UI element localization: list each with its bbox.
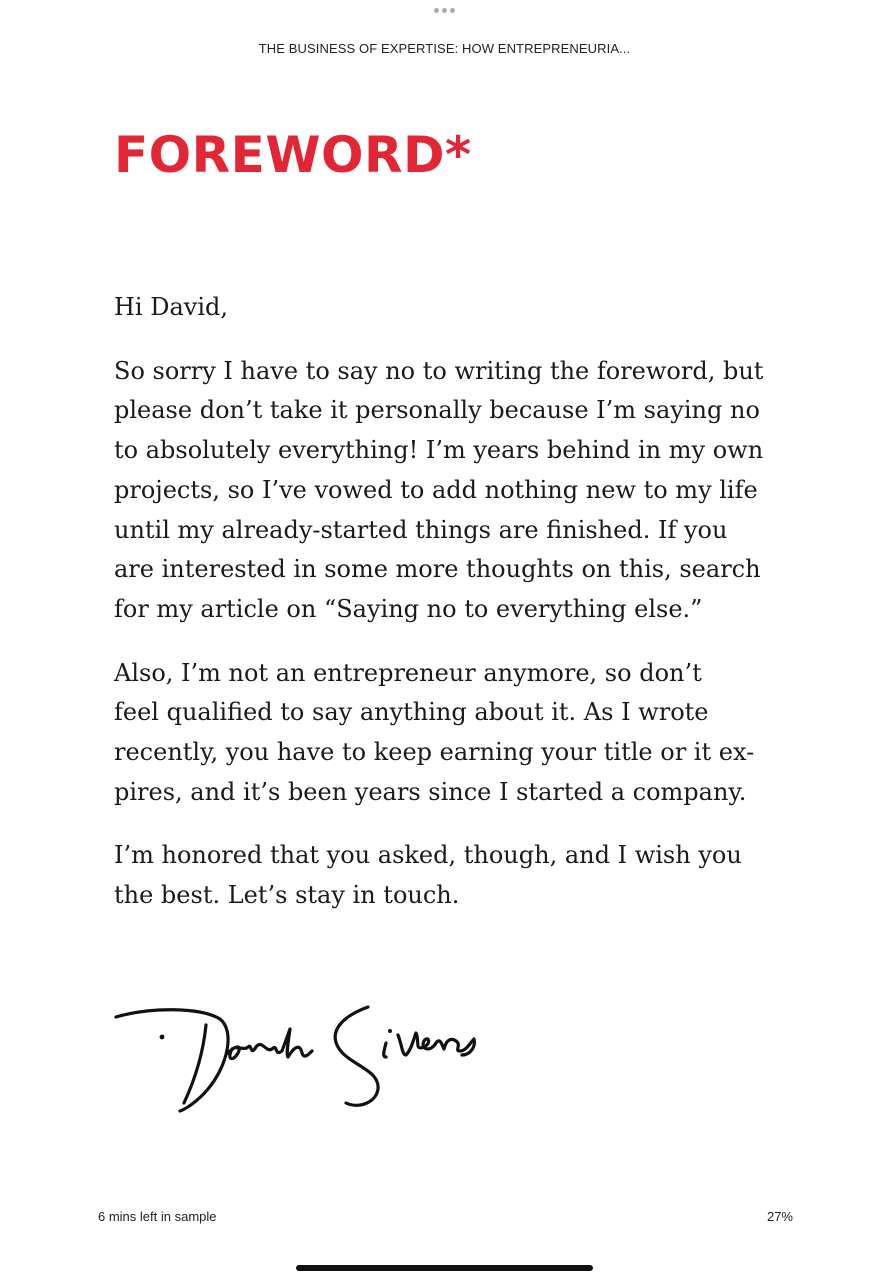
paragraph-1 <box>114 352 794 630</box>
dot <box>434 8 439 13</box>
text-line: the best. Let’s stay in touch. <box>114 881 460 910</box>
home-indicator[interactable] <box>296 1265 593 1271</box>
text-line: until my already-started things are finished. If you <box>114 515 728 544</box>
chapter-title: FOREWORD* <box>114 126 472 184</box>
page-body <box>114 288 794 940</box>
text-line: feel qualified to say anything about it. As I wrote <box>114 698 709 727</box>
paragraph-2 <box>114 654 794 813</box>
dot <box>442 8 447 13</box>
signature-image <box>110 985 510 1125</box>
text-line: to absolutely everything! I’m years behind in my own <box>114 436 764 465</box>
text-line: projects, so I’ve vowed to add nothing new to my life <box>114 475 758 504</box>
dot <box>450 8 455 13</box>
text-line: I’m honored that you asked, though, and I wish you <box>114 841 742 870</box>
time-left-in-sample: 6 mins left in sample <box>98 1209 217 1224</box>
greeting: Hi David, <box>114 293 229 321</box>
text-line: for my article on “Saying no to everything else.” <box>114 594 703 623</box>
reader-menu-dots-icon[interactable] <box>0 8 889 13</box>
paragraph-3 <box>114 836 794 915</box>
text-line: So sorry I have to say no to writing the foreword, but <box>114 356 764 385</box>
text-line: pires, and it’s been years since I started a company. <box>114 777 747 806</box>
text-line: Also, I’m not an entrepreneur anymore, so don’t <box>114 658 702 687</box>
text-line: recently, you have to keep earning your title or it ex- <box>114 738 755 767</box>
text-line: please don’t take it personally because I’m saying no <box>114 396 760 425</box>
reading-progress: 27% <box>766 1209 793 1224</box>
book-title: THE BUSINESS OF EXPERTISE: HOW ENTREPRENEURIA... <box>258 41 631 56</box>
text-line: are interested in some more thoughts on this, search <box>114 555 761 584</box>
